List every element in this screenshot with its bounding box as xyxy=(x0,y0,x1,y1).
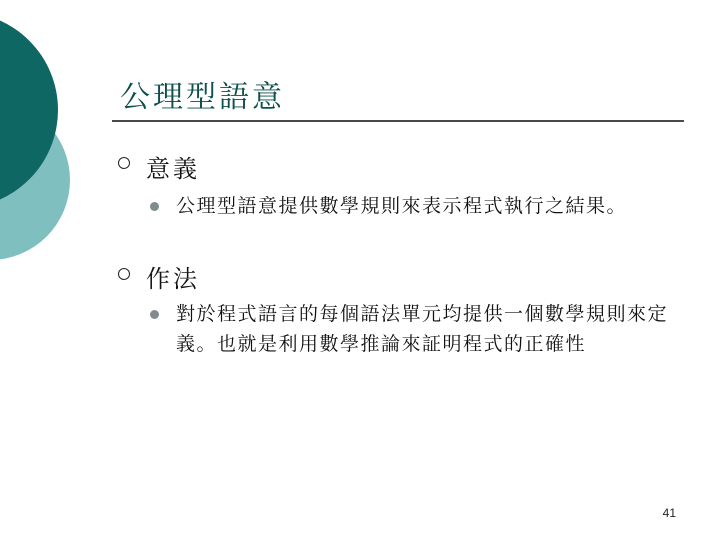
section-bullet-icon xyxy=(118,157,130,169)
section-item-method: 對於程式語言的每個語法單元均提供一個數學規則來定義。也就是利用數學推論來証明程式的正確性 xyxy=(176,303,669,355)
item-bullet-icon xyxy=(150,202,159,211)
section-heading-method: 作法 xyxy=(146,265,200,293)
title-divider xyxy=(112,120,684,122)
section-item-meaning: 公理型語意提供數學規則來表示程式執行之結果。 xyxy=(176,195,628,217)
decorative-circles xyxy=(0,0,120,300)
section-bullet-icon xyxy=(118,268,130,280)
section-heading-meaning: 意義 xyxy=(146,155,200,183)
item-bullet-icon xyxy=(150,310,159,319)
page-number: 41 xyxy=(662,506,676,520)
slide-title: 公理型語意 xyxy=(120,80,285,115)
